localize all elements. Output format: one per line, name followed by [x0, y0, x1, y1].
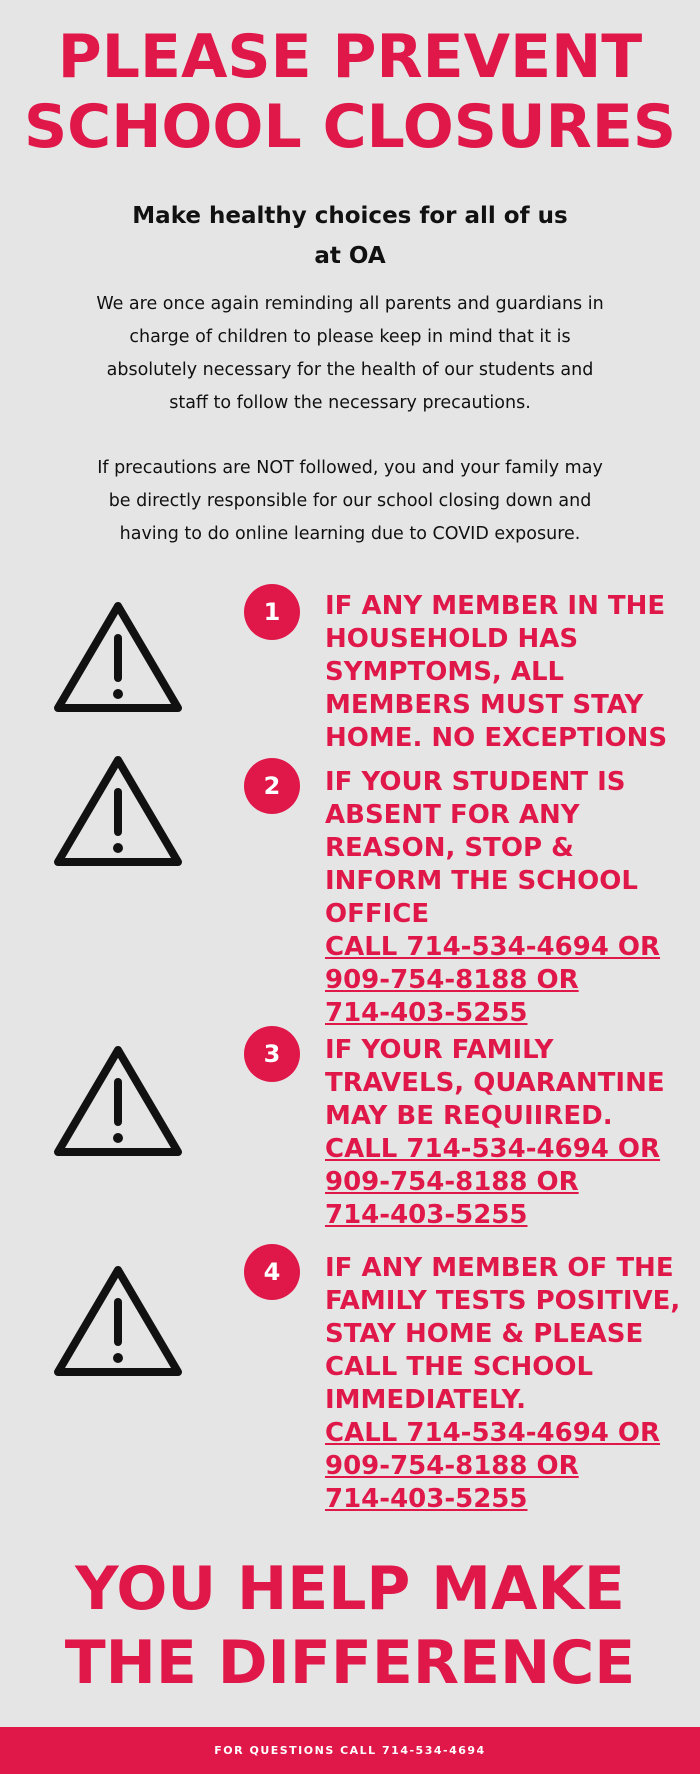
step-number-badge: 3 — [244, 1026, 300, 1082]
precaution-item-1 — [325, 590, 695, 755]
precaution-line: OFFICE — [325, 899, 430, 929]
footer-bar — [0, 1727, 700, 1774]
precaution-line: ABSENT FOR ANY — [325, 800, 580, 830]
phone-line[interactable]: 714-403-5255 — [325, 998, 528, 1028]
subtitle — [0, 196, 700, 276]
closing-line: THE DIFFERENCE — [64, 1628, 636, 1698]
precaution-line: MEMBERS MUST STAY — [325, 690, 644, 720]
precaution-line: REASON, STOP & — [325, 833, 574, 863]
subtitle-line: at OA — [314, 243, 386, 269]
paragraph-line: We are once again reminding all parents and guardians in — [96, 294, 604, 314]
phone-line[interactable]: 909-754-8188 OR — [325, 1167, 579, 1197]
precaution-line: IMMEDIATELY. — [325, 1385, 526, 1415]
page-title — [0, 22, 700, 162]
paragraph-line: having to do online learning due to COVID exposure. — [119, 524, 581, 544]
closing-title — [0, 1552, 700, 1700]
paragraph-line: charge of children to please keep in mind that it is — [129, 327, 571, 347]
warning-triangle-icon — [52, 1262, 184, 1380]
precaution-line: TRAVELS, QUARANTINE — [325, 1068, 665, 1098]
title-line: PLEASE PREVENT — [57, 22, 643, 92]
footer-text: FOR QUESTIONS CALL 714-534-4694 — [214, 1744, 486, 1757]
precaution-line: CALL THE SCHOOL — [325, 1352, 594, 1382]
precaution-item-4 — [325, 1252, 695, 1516]
warning-triangle-icon — [52, 598, 184, 716]
precaution-line: MAY BE REQUIIRED. — [325, 1101, 613, 1131]
warning-triangle-icon — [52, 752, 184, 870]
step-number-badge: 2 — [244, 758, 300, 814]
phone-line[interactable]: CALL 714-534-4694 OR — [325, 932, 661, 962]
step-number-badge: 4 — [244, 1244, 300, 1300]
paragraph-line: absolutely necessary for the health of our students and — [106, 360, 594, 380]
warning-paragraph — [60, 452, 640, 551]
paragraph-line: be directly responsible for our school closing down and — [108, 491, 592, 511]
phone-line[interactable]: 714-403-5255 — [325, 1484, 528, 1514]
precaution-line: IF ANY MEMBER IN THE — [325, 591, 666, 621]
phone-line[interactable]: CALL 714-534-4694 OR — [325, 1418, 661, 1448]
subtitle-line: Make healthy choices for all of us — [132, 203, 568, 229]
precaution-line: SYMPTOMS, ALL — [325, 657, 565, 687]
warning-triangle-icon — [52, 1042, 184, 1160]
precaution-line: INFORM THE SCHOOL — [325, 866, 638, 896]
precaution-item-3 — [325, 1034, 695, 1232]
phone-line[interactable]: 909-754-8188 OR — [325, 1451, 579, 1481]
paragraph-line: If precautions are NOT followed, you and your family may — [97, 458, 603, 478]
precaution-line: FAMILY TESTS POSITIVE, — [325, 1286, 681, 1316]
precaution-item-2 — [325, 766, 695, 1030]
phone-line[interactable]: 714-403-5255 — [325, 1200, 528, 1230]
precaution-line: IF ANY MEMBER OF THE — [325, 1253, 674, 1283]
closing-line: YOU HELP MAKE — [75, 1554, 625, 1624]
phone-line[interactable]: CALL 714-534-4694 OR — [325, 1134, 661, 1164]
precaution-line: HOME. NO EXCEPTIONS — [325, 723, 668, 753]
precaution-line: STAY HOME & PLEASE — [325, 1319, 644, 1349]
paragraph-line: staff to follow the necessary precautions. — [169, 393, 531, 413]
title-line: SCHOOL CLOSURES — [23, 92, 677, 162]
precaution-line: IF YOUR FAMILY — [325, 1035, 554, 1065]
step-number-badge: 1 — [244, 584, 300, 640]
phone-line[interactable]: 909-754-8188 OR — [325, 965, 579, 995]
precaution-line: IF YOUR STUDENT IS — [325, 767, 626, 797]
intro-paragraph — [60, 288, 640, 420]
precaution-line: HOUSEHOLD HAS — [325, 624, 579, 654]
